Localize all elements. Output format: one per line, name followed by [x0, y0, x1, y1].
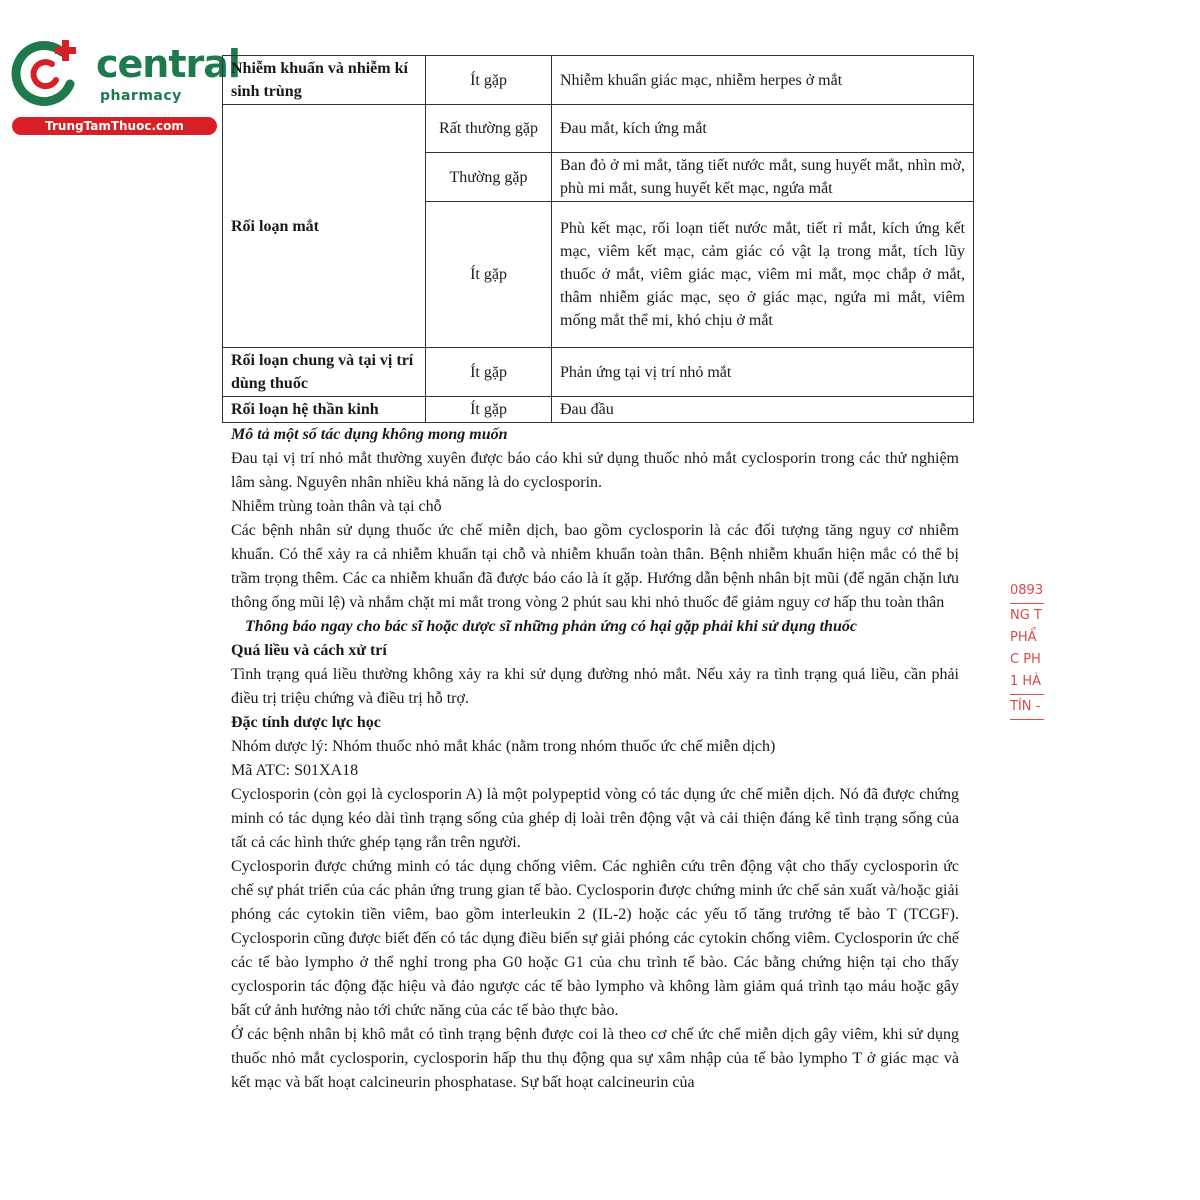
paragraph: Cyclosporin (còn gọi là cyclosporin A) là một polypeptid vòng có tác dụng ức chế miễn dịch. Nó đã được chứng minh có tác dụng kéo dài tình trạng sống của ghép dị loài trên động vật và cải thiện đáng kể tình trạng sống của tất cả các hình thức ghép tạng rắn trên người.	[231, 786, 959, 851]
organ-class-cell: Nhiễm khuẩn và nhiễm kí sinh trùng	[223, 56, 426, 105]
effect-cell: Ban đỏ ở mi mắt, tăng tiết nước mắt, sung huyết mắt, nhìn mờ, phù mi mắt, sung huyết kết mạc, ngứa mắt	[552, 153, 974, 202]
paragraph: Mã ATC: S01XA18	[231, 762, 359, 779]
logo-name: central	[96, 42, 240, 86]
effect-cell: Đau đầu	[552, 397, 974, 423]
paragraph: Ở các bệnh nhân bị khô mắt có tình trạng bệnh được coi là theo cơ chế ức chế miễn dịch gây viêm, khi sử dụng thuốc nhỏ mắt cyclosporin, cyclosporin hấp thu thụ động qua sự xâm nhập của tế bào lympho T ở giác mạc và kết mạc và bất hoạt calcineurin phosphatase. Sự bất hoạt calcineurin của	[231, 1026, 959, 1091]
stamp-text: NG T	[1010, 608, 1042, 623]
paragraph: Đau tại vị trí nhỏ mắt thường xuyên được báo cáo khi sử dụng thuốc nhỏ mắt cyclosporin trong các thử nghiệm lâm sàng. Nguyên nhân nhiều khả năng là do cyclosporin.	[231, 450, 959, 491]
stamp-text: C PH	[1010, 652, 1041, 667]
section-heading: Đặc tính dược lực học	[231, 714, 381, 731]
frequency-cell: Ít gặp	[426, 56, 552, 105]
central-pharmacy-logo-icon	[10, 38, 82, 110]
effect-cell: Nhiễm khuẩn giác mạc, nhiễm herpes ở mắt	[552, 56, 974, 105]
approval-stamp	[1010, 580, 1050, 721]
stamp-divider	[1010, 719, 1044, 720]
table-row	[223, 105, 974, 153]
stamp-divider	[1010, 603, 1044, 604]
frequency-cell: Ít gặp	[426, 397, 552, 423]
paragraph: Các bệnh nhân sử dụng thuốc ức chế miễn dịch, bao gồm cyclosporin là các đối tượng tăng nguy cơ nhiễm khuẩn. Có thể xảy ra cả nhiễm khuẩn tại chỗ và nhiễm khuẩn toàn thân. Bệnh nhiễm khuẩn hiện mắc có thể bị trầm trọng thêm. Các ca nhiễm khuẩn đã được báo cáo là ít gặp. Hướng dẫn bệnh nhân bịt mũi (để ngăn chặn lưu thông ống mũi lệ) và nhắm chặt mi mắt trong vòng 2 phút sau khi nhỏ thuốc để giảm nguy cơ hấp thu toàn thân	[231, 522, 959, 611]
stamp-text: TÍN -	[1010, 699, 1041, 714]
table-row	[223, 348, 974, 397]
paragraph: Nhiễm trùng toàn thân và tại chỗ	[231, 498, 442, 515]
organ-class-cell: Rối loạn hệ thần kinh	[223, 397, 426, 423]
organ-class-cell: Rối loạn mắt	[223, 105, 426, 348]
effect-cell: Đau mắt, kích ứng mắt	[552, 105, 974, 153]
frequency-cell: Thường gặp	[426, 153, 552, 202]
section-heading: Quá liều và cách xử trí	[231, 642, 387, 659]
pharmacy-logo[interactable]	[10, 38, 240, 138]
document-content	[222, 55, 974, 1095]
stamp-text: PHẨ	[1010, 630, 1037, 645]
paragraph: Tình trạng quá liều thường không xảy ra khi sử dụng đường nhỏ mắt. Nếu xảy ra tình trạng quá liều, cần phải điều trị triệu chứng và điều trị hỗ trợ.	[231, 666, 959, 707]
stamp-text: 0893	[1010, 583, 1044, 598]
table-row	[223, 397, 974, 423]
section-heading: Mô tả một số tác dụng không mong muốn	[231, 426, 508, 443]
stamp-text: 1 HÀ	[1010, 674, 1042, 689]
effect-cell: Phản ứng tại vị trí nhỏ mắt	[552, 348, 974, 397]
logo-website[interactable]: TrungTamThuoc.com	[12, 117, 217, 135]
organ-class-cell: Rối loạn chung và tại vị trí dùng thuốc	[223, 348, 426, 397]
adverse-effects-table	[222, 55, 974, 423]
frequency-cell: Ít gặp	[426, 348, 552, 397]
logo-subtitle: pharmacy	[100, 88, 182, 104]
paragraph: Cyclosporin được chứng minh có tác dụng chống viêm. Các nghiên cứu trên động vật cho thấy cyclosporin ức chế sự phát triển của các phản ứng trung gian tế bào. Cyclosporin được chứng minh ức chế sản xuất và/hoặc giải phóng các cytokin tiền viêm, bao gồm interleukin 2 (IL-2) hoặc các yếu tố tăng trưởng tế bào T (TCGF). Cyclosporin cũng được biết đến có tác dụng điều biến sự giải phóng các cytokin chống viêm. Cyclosporin ức chế các tế bào lympho ở thể nghỉ trong pha G0 hoặc G1 của chu trình tế bào. Các bằng chứng hiện tại cho thấy cyclosporin tác động đặc hiệu và đảo ngược các tế bào lympho và không làm giảm quá trình tạo máu hoặc gây bất cứ ảnh hưởng nào tới chức năng của các tế bào thực bào.	[231, 858, 959, 1019]
frequency-cell: Rất thường gặp	[426, 105, 552, 153]
frequency-cell: Ít gặp	[426, 202, 552, 348]
stamp-divider	[1010, 694, 1044, 695]
document-body	[231, 423, 959, 1095]
notice-line: Thông báo ngay cho bác sĩ hoặc dược sĩ những phản ứng có hại gặp phải khi sử dụng thuốc	[245, 618, 857, 635]
table-row	[223, 56, 974, 105]
paragraph: Nhóm dược lý: Nhóm thuốc nhỏ mắt khác (nằm trong nhóm thuốc ức chế miễn dịch)	[231, 738, 776, 755]
effect-cell: Phù kết mạc, rối loạn tiết nước mắt, tiết rỉ mắt, kích ứng kết mạc, viêm kết mạc, cảm giác có vật lạ trong mắt, tích lũy thuốc ở mắt, viêm giác mạc, viêm mi mắt, mọc chắp ở mắt, thâm nhiễm giác mạc, sẹo ở giác mạc, ngứa mi mắt, viêm mống mắt thể mi, khó chịu ở mắt	[552, 202, 974, 348]
